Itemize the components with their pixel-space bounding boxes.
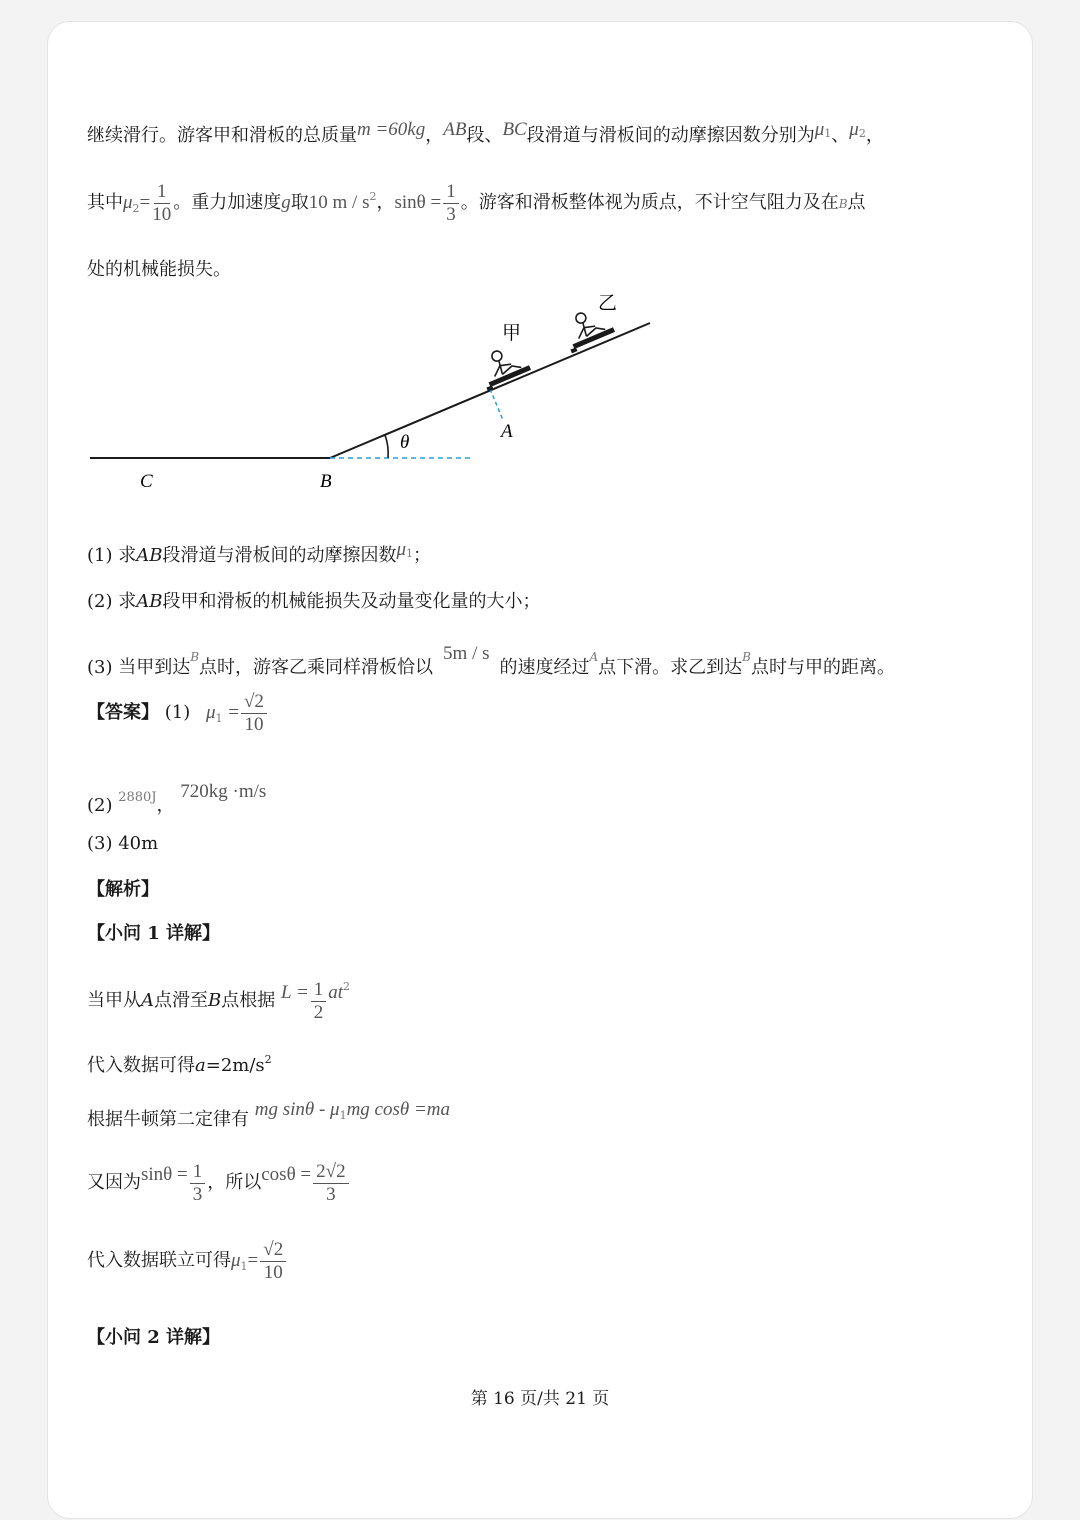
point-A-label: A bbox=[501, 421, 513, 442]
analysis-sub1: 【小问 1 详解】 bbox=[87, 923, 221, 944]
answer-3: (3) 40m bbox=[87, 833, 159, 854]
page-footer: 第 16 页/共 21 页 bbox=[470, 1389, 610, 1409]
slope-figure bbox=[0, 0, 1080, 520]
point-C-label: C bbox=[140, 471, 153, 492]
answer-1: 【答案】 (1) $\mu_1$ = $\frac{√2}{10}$ bbox=[87, 688, 269, 744]
analysis-step-1: 当甲从A点滑至B点根据 L = $\frac{1}{2}$ $at^2$ bbox=[87, 978, 351, 1023]
analysis-step-3: 根据牛顿第二定律有 mg sinθ - $\mu^1mg$ cosθ =ma bbox=[87, 1099, 451, 1130]
analysis-step-2: 代入数据可得$a=2m/s^2$ bbox=[87, 1053, 272, 1076]
perpendicular-dash bbox=[490, 389, 503, 420]
problem-line-1: 继续滑行。游客甲和滑板的总质量m =60kg，AB段、BC段滑道与滑板间的动摩擦因数分别为$\mu^1$、$\mu^2$， bbox=[87, 119, 884, 146]
analysis-step-5: 代入数据联立可得$\mu_1=$ $\frac{√2}{10}$ bbox=[87, 1236, 288, 1292]
analysis-step-4: 又因为sinθ = $\frac{1}{3}$ ，所以cosθ = $\frac{2√2}{3}$ bbox=[87, 1150, 351, 1208]
question-1: (1) 求AB段滑道与滑板间的动摩擦因数$\mu^1$； bbox=[87, 539, 431, 566]
answer-2: (2) $^{2880J}$， 720kg ·m/s bbox=[87, 781, 267, 816]
yi-label: 乙 bbox=[598, 293, 618, 314]
angle-arc bbox=[385, 435, 388, 458]
problem-line-3: 处的机械能损失。 bbox=[87, 259, 231, 280]
analysis-sub2: 【小问 2 详解】 bbox=[87, 1327, 221, 1348]
question-3: (3) 当甲到达$^B$点时，游客乙乘同样滑板恰以5m / s的速度经过$^A$点下滑。求乙到达$^B$点时与甲的距离。 bbox=[87, 643, 895, 678]
jia-label: 甲 bbox=[502, 323, 522, 344]
theta-label: θ bbox=[400, 432, 410, 453]
analysis-label: 【解析】 bbox=[87, 879, 159, 900]
problem-line-2: 其中$\mu_2=$ $\frac{1}{10}$ 。重力加速度g取10 m / $s^2$，sinθ = $\frac{1}{3}$ 。游客和滑板整体视为质点，不计空气阻力及在B点 bbox=[87, 180, 866, 225]
point-B-label: B bbox=[320, 471, 332, 492]
question-2: (2) 求AB段甲和滑板的机械能损失及动量变化量的大小； bbox=[87, 591, 541, 612]
